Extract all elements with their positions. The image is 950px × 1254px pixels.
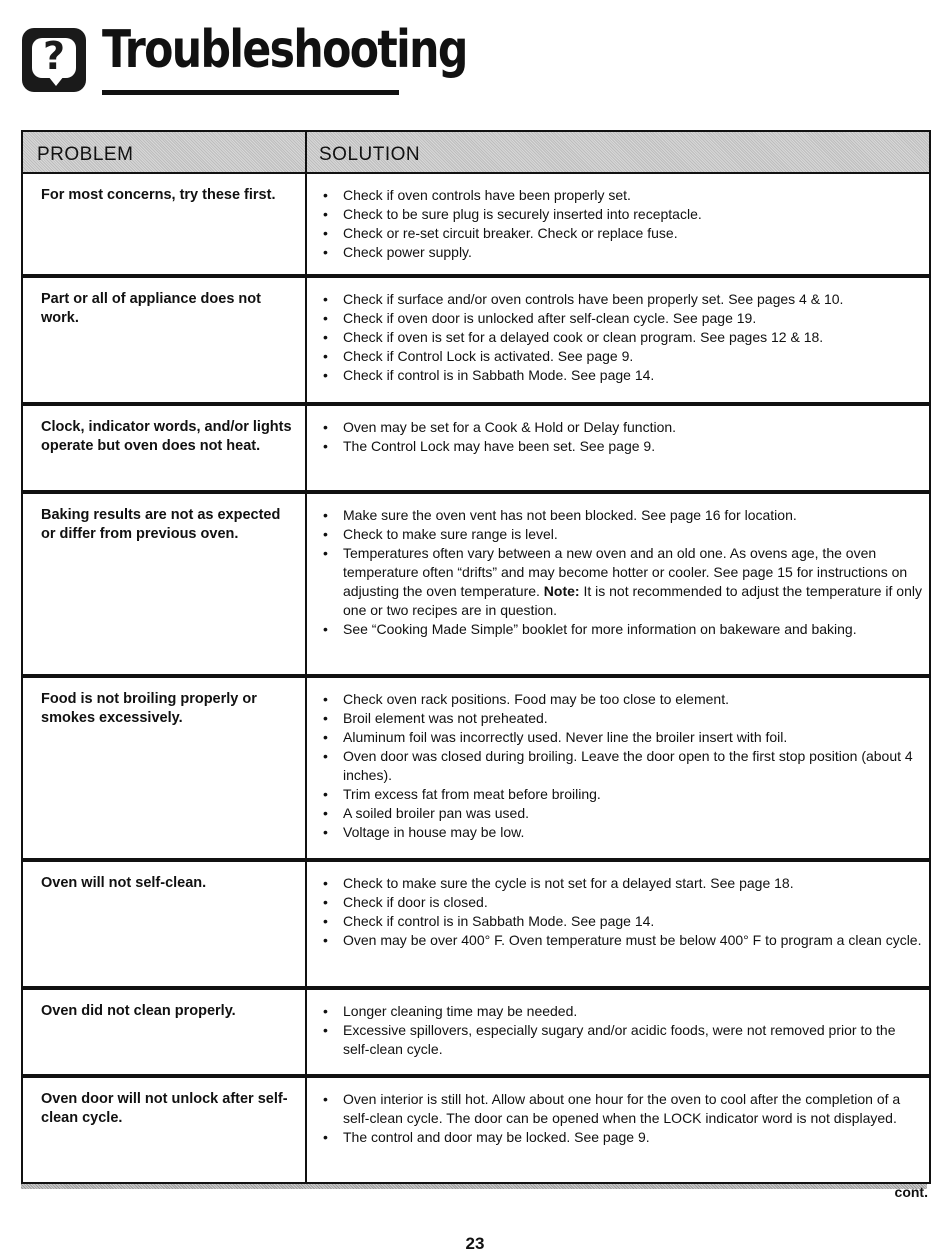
- solution-item: • The Control Lock may have been set. See page 9.: [321, 437, 923, 456]
- solution-cell: [307, 278, 929, 402]
- problem-cell: Baking results are not as expected or differ from previous oven.: [23, 494, 307, 674]
- solution-list: [321, 874, 923, 950]
- solution-item: • Check if oven door is unlocked after self-clean cycle. See page 19.: [321, 309, 923, 328]
- problem-cell: Part or all of appliance does not work.: [23, 278, 307, 402]
- solution-list: [321, 418, 923, 456]
- solution-item: • Check if control is in Sabbath Mode. See page 14.: [321, 366, 923, 385]
- solution-item: • Oven may be over 400° F. Oven temperature must be below 400° F to program a clean cycle.: [321, 931, 923, 950]
- solution-item: • A soiled broiler pan was used.: [321, 804, 923, 823]
- page-header: [22, 20, 467, 102]
- problem-cell: Oven did not clean properly.: [23, 990, 307, 1074]
- column-header-solution: SOLUTION: [319, 144, 421, 165]
- solution-text: Temperatures often vary between a new oven and an old one. As ovens age, the oven temperature often “drifts” and may become hotter or cooler. See page 15 for instructions on adjusting the oven temperature.: [343, 545, 908, 599]
- solution-item: • Oven door was closed during broiling. Leave the door open to the first stop position (about 4 inches).: [321, 747, 923, 785]
- solution-item: • Trim excess fat from meat before broiling.: [321, 785, 923, 804]
- solution-item: • The control and door may be locked. See page 9.: [321, 1128, 923, 1147]
- table-header-row: [23, 132, 929, 174]
- solution-item: • Longer cleaning time may be needed.: [321, 1002, 923, 1021]
- table-row: [23, 174, 929, 278]
- solution-cell: [307, 1078, 929, 1182]
- solution-item: • Check if surface and/or oven controls have been properly set. See pages 4 & 10.: [321, 290, 923, 309]
- solution-item: • Oven interior is still hot. Allow about one hour for the oven to cool after the completion of a self-clean cycle. The door can be opened when the LOCK indicator word is not displayed.: [321, 1090, 923, 1128]
- table-row: [23, 678, 929, 862]
- solution-item: • Check if oven is set for a delayed cook or clean program. See pages 12 & 18.: [321, 328, 923, 347]
- solution-list: [321, 186, 923, 262]
- solution-list: [321, 506, 923, 639]
- solution-item: • Check oven rack positions. Food may be too close to element.: [321, 690, 923, 709]
- solution-cell: [307, 678, 929, 858]
- problem-cell: For most concerns, try these first.: [23, 174, 307, 274]
- title-underline: [102, 90, 399, 95]
- table-row: [23, 990, 929, 1078]
- solution-cell: [307, 494, 929, 674]
- solution-item: • Excessive spillovers, especially sugary and/or acidic foods, were not removed prior to the self-clean cycle.: [321, 1021, 923, 1059]
- solution-cell: [307, 862, 929, 986]
- solution-item: • Check power supply.: [321, 243, 923, 262]
- solution-item: • Check to make sure the cycle is not set for a delayed start. See page 18.: [321, 874, 923, 893]
- solution-cell: [307, 174, 929, 274]
- solution-list: [321, 1090, 923, 1147]
- solution-item: • Check if oven controls have been properly set.: [321, 186, 923, 205]
- solution-list: [321, 290, 923, 385]
- note-label: Note:: [543, 583, 580, 599]
- table-row: [23, 494, 929, 678]
- problem-cell: Clock, indicator words, and/or lights operate but oven does not heat.: [23, 406, 307, 490]
- solution-item: • Broil element was not preheated.: [321, 709, 923, 728]
- solution-item: • Oven may be set for a Cook & Hold or Delay function.: [321, 418, 923, 437]
- solution-item: • Make sure the oven vent has not been blocked. See page 16 for location.: [321, 506, 923, 525]
- solution-item: • See “Cooking Made Simple” booklet for more information on bakeware and baking.: [321, 620, 923, 639]
- solution-item: • Aluminum foil was incorrectly used. Never line the broiler insert with foil.: [321, 728, 923, 747]
- table-row: [23, 1078, 929, 1182]
- solution-text: It is not recommended to adjust the temperature if only one or two recipes are in question.: [343, 583, 922, 618]
- solution-item: • Check if door is closed.: [321, 893, 923, 912]
- question-mark-icon: ?: [22, 28, 86, 92]
- solution-item: • Check if Control Lock is activated. See page 9.: [321, 347, 923, 366]
- table-bottom-bar: [21, 1184, 927, 1189]
- solution-item: [321, 544, 923, 620]
- solution-cell: [307, 990, 929, 1074]
- troubleshooting-table: [21, 130, 931, 1184]
- solution-item: • Check if control is in Sabbath Mode. See page 14.: [321, 912, 923, 931]
- solution-item: • Check or re-set circuit breaker. Check or replace fuse.: [321, 224, 923, 243]
- solution-list: [321, 1002, 923, 1059]
- page-number: 23: [465, 1234, 485, 1253]
- continued-label: cont.: [894, 1184, 928, 1200]
- solution-item: • Check to be sure plug is securely inserted into receptacle.: [321, 205, 923, 224]
- table-row: [23, 278, 929, 406]
- table-row: [23, 406, 929, 494]
- solution-cell: [307, 406, 929, 490]
- solution-item: • Check to make sure range is level.: [321, 525, 923, 544]
- solution-item: • Voltage in house may be low.: [321, 823, 923, 842]
- problem-cell: Food is not broiling properly or smokes excessively.: [23, 678, 307, 858]
- column-header-problem: PROBLEM: [23, 132, 307, 172]
- problem-cell: Oven will not self-clean.: [23, 862, 307, 986]
- table-row: [23, 862, 929, 990]
- solution-list: [321, 690, 923, 842]
- problem-cell: Oven door will not unlock after self-clean cycle.: [23, 1078, 307, 1182]
- page-title: Troubleshooting: [102, 20, 467, 80]
